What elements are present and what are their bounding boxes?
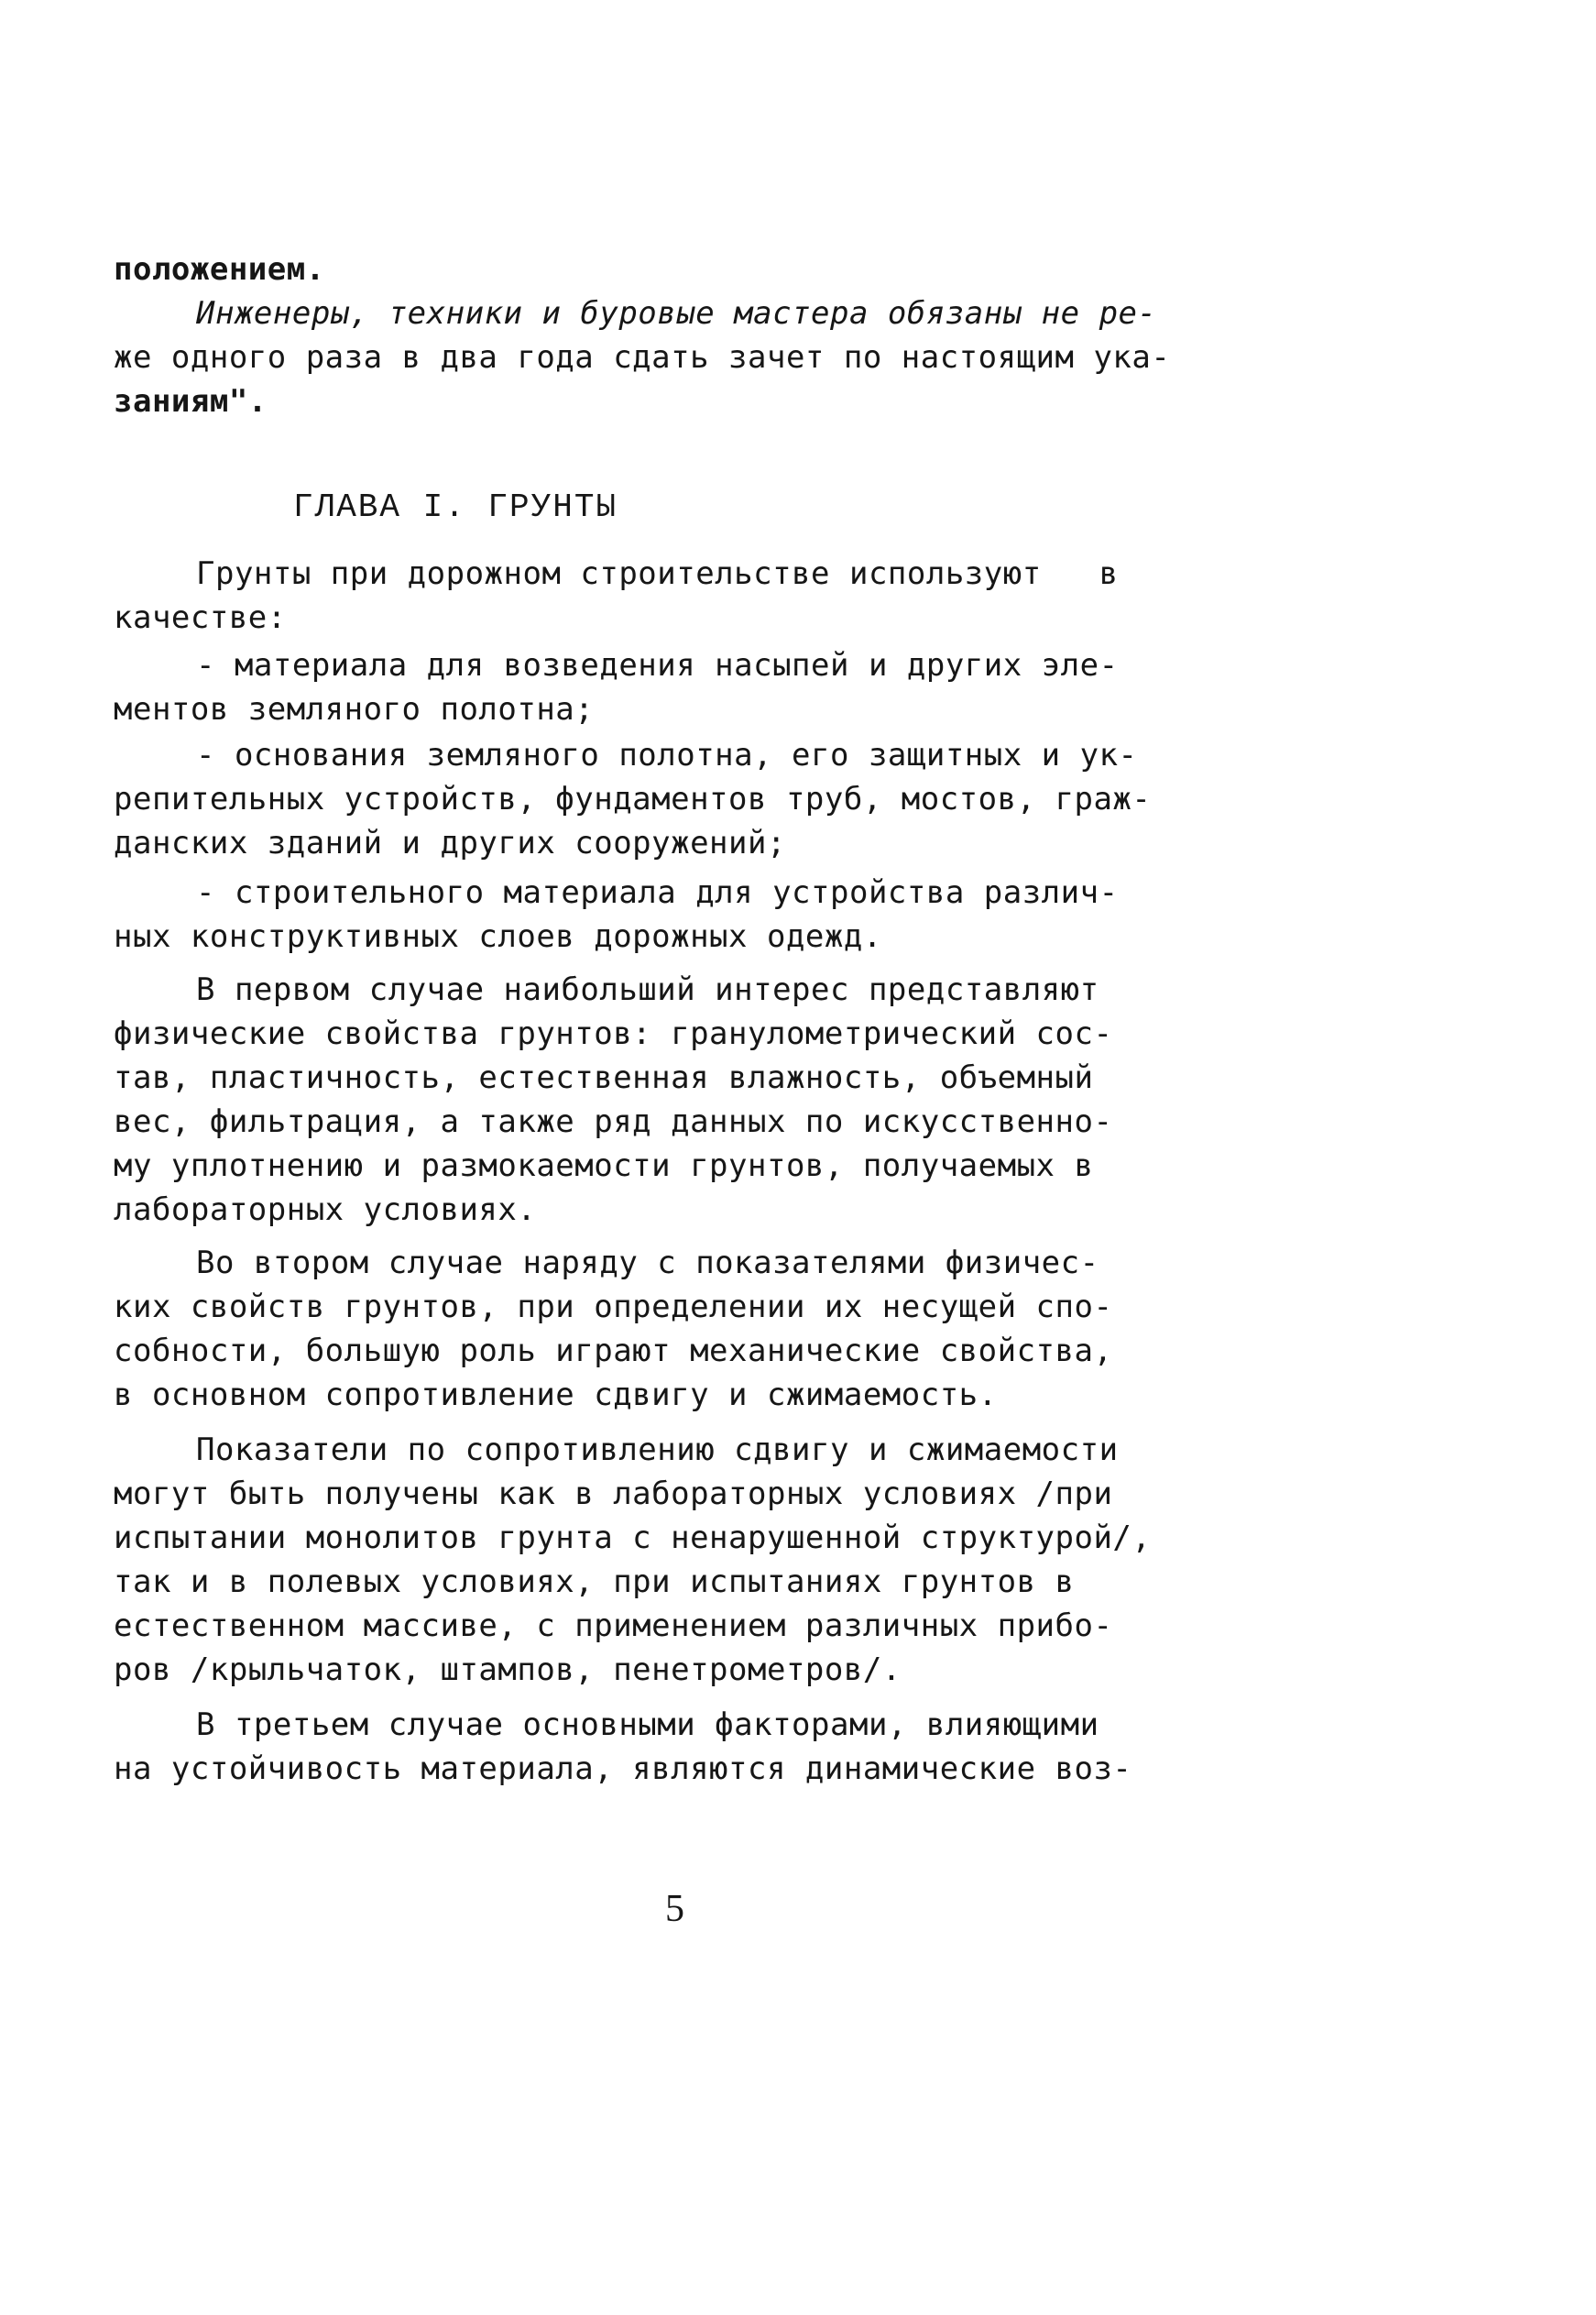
text-line: вес, фильтрация, а также ряд данных по искусственно- <box>114 1103 1113 1140</box>
text-line: же одного раза в два года сдать зачет по настоящим ука- <box>114 339 1171 376</box>
text-line: ных конструктивных слоев дорожных одежд. <box>114 918 882 955</box>
text-line: данских зданий и других сооружений; <box>114 825 786 861</box>
text-line: заниям". <box>114 383 268 420</box>
text-line: ких свойств грунтов, при определении их несущей спо- <box>114 1289 1113 1325</box>
text-line: на устойчивость материала, являются динамические воз- <box>114 1750 1132 1787</box>
chapter-heading: ГЛАВА I. ГРУНТЫ <box>293 488 618 526</box>
text-line: Грунты при дорожном строительстве используют в <box>196 555 1119 592</box>
text-line: В первом случае наибольший интерес представляют <box>196 971 1099 1008</box>
text-line: Показатели по сопротивлению сдвигу и сжимаемости <box>196 1432 1119 1468</box>
text-line: положением. <box>114 251 325 288</box>
text-line: ров /крыльчаток, штампов, пенетрометров/. <box>114 1651 902 1688</box>
page-number: 5 <box>665 1888 684 1930</box>
text-line: В третьем случае основными факторами, влияющими <box>196 1706 1099 1743</box>
text-line: тав, пластичность, естественная влажность, объемный <box>114 1059 1094 1096</box>
list-item: - основания земляного полотна, его защитных и ук- <box>196 737 1138 773</box>
text-line: в основном сопротивление сдвигу и сжимаемость. <box>114 1377 998 1413</box>
text-line: ментов земляного полотна; <box>114 691 595 728</box>
text-line: лабораторных условиях. <box>114 1191 537 1228</box>
text-line: Во втором случае наряду с показателями физичес- <box>196 1245 1099 1281</box>
text-line: могут быть получены как в лабораторных условиях /при <box>114 1476 1113 1512</box>
text-line: физические свойства грунтов: гранулометрический сос- <box>114 1015 1113 1052</box>
list-item: - материала для возведения насыпей и других эле- <box>196 647 1119 684</box>
text-line: собности, большую роль играют механические свойства, <box>114 1333 1113 1369</box>
text-line: естественном массиве, с применением различных прибо- <box>114 1607 1113 1644</box>
text-line: му уплотнению и размокаемости грунтов, получаемых в <box>114 1147 1094 1184</box>
text-line: испытании монолитов грунта с ненарушенной структурой/, <box>114 1520 1152 1556</box>
text-line: Инженеры, техники и буровые мастера обязаны не ре- <box>196 295 1157 332</box>
text-line: качестве: <box>114 599 287 636</box>
list-item: - строительного материала для устройства различ- <box>196 874 1119 911</box>
text-line: репительных устройств, фундаментов труб, мостов, граж- <box>114 781 1152 817</box>
text-line: так и в полевых условиях, при испытаниях грунтов в <box>114 1563 1075 1600</box>
